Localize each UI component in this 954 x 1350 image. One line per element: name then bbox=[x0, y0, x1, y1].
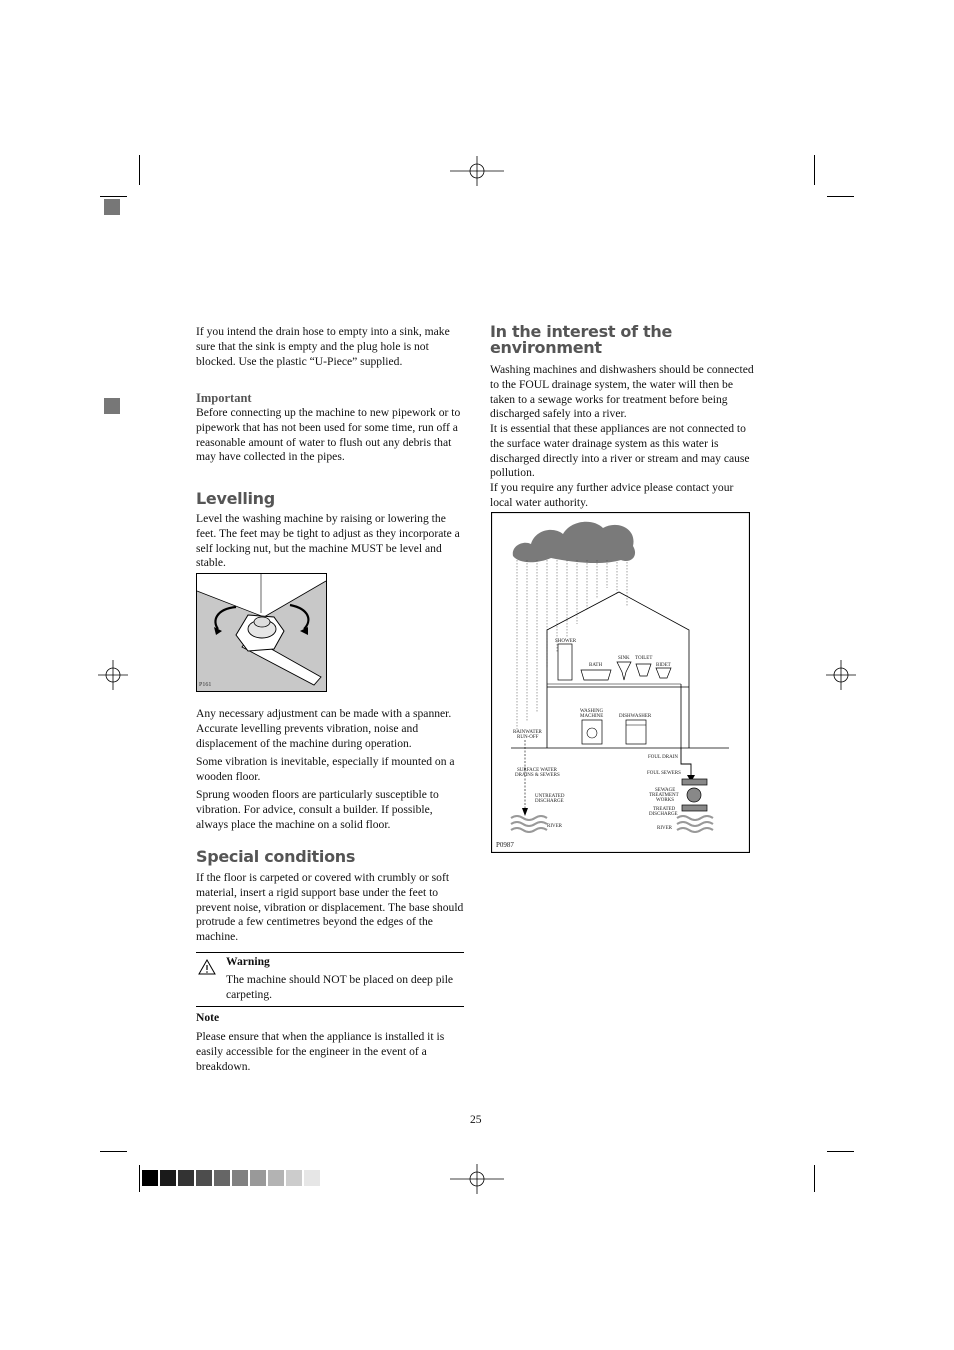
warning-text: The machine should NOT be placed on deep pile carpeting. bbox=[226, 973, 454, 1001]
label-foul-drain: FOUL DRAIN bbox=[648, 755, 678, 760]
label-bidet: BIDET bbox=[656, 663, 671, 668]
spanner-illustration bbox=[196, 573, 327, 692]
registration-mark bbox=[450, 156, 504, 186]
label-untreated-2: DISCHARGE bbox=[535, 799, 564, 804]
important-text: Before connecting up the machine to new pipework or to pipework that has not been used for some time, run off a reasonable amount of water to flush out any debris that may have collected in the pipes. bbox=[196, 406, 461, 464]
registration-mark bbox=[826, 660, 856, 690]
environment-paragraph-2: It is essential that these appliances are not connected to the surface water drainage system as this water is discharged directly into a river or stream and may cause pollution. bbox=[490, 422, 750, 480]
levelling-text: Level the washing machine by raising or lowering the feet. The feet may be tight to adjust as they incorporate a self locking nut, but the machine MUST be level and stable. bbox=[196, 512, 460, 570]
warning-box bbox=[196, 952, 464, 1007]
levelling-heading: Levelling bbox=[196, 489, 275, 508]
label-rainwater-2: RUN-OFF bbox=[517, 735, 539, 740]
drainage-diagram bbox=[491, 512, 750, 853]
warning-title: Warning bbox=[226, 955, 270, 968]
note-text: Please ensure that when the appliance is installed it is easily accessible for the engineer in the event of a breakdown. bbox=[196, 1030, 445, 1073]
color-bar-swatch bbox=[196, 1170, 212, 1186]
crop-mark bbox=[139, 1165, 140, 1192]
crop-mark bbox=[814, 1165, 815, 1192]
label-sewage-3: WORKS bbox=[656, 798, 675, 803]
color-bar-swatch bbox=[160, 1170, 176, 1186]
label-dishwasher: DISHWASHER bbox=[619, 714, 652, 719]
note-title: Note bbox=[196, 1011, 220, 1024]
crop-mark bbox=[139, 155, 140, 185]
color-bar-swatch bbox=[178, 1170, 194, 1186]
environment-heading bbox=[490, 324, 672, 356]
special-conditions-heading: Special conditions bbox=[196, 847, 356, 866]
label-surface-2: DRAINS & SEWERS bbox=[515, 773, 560, 778]
label-bath: BATH bbox=[589, 663, 603, 668]
label-river-right: RIVER bbox=[657, 826, 672, 831]
levelling-paragraph-1: Any necessary adjustment can be made with a spanner. Accurate levelling prevents vibration, noise and displacement of the machine during operation. bbox=[196, 707, 452, 750]
label-untreated-1: UNTREATED bbox=[535, 794, 565, 799]
crop-mark bbox=[827, 1151, 854, 1152]
warning-triangle-icon bbox=[198, 959, 216, 975]
environment-heading-line-1: In the interest of the bbox=[490, 322, 673, 341]
crop-mark bbox=[100, 196, 127, 197]
label-treated-1: TREATED bbox=[653, 807, 676, 812]
environment-paragraph-1: Washing machines and dishwashers should be connected to the FOUL drainage system, the water will then be taken to a sewage works for treatment before being discharged safely into a river. bbox=[490, 363, 754, 421]
margin-square bbox=[104, 199, 120, 215]
color-bar-swatch bbox=[214, 1170, 230, 1186]
special-conditions-text: If the floor is carpeted or covered with crumbly or soft material, insert a rigid support base under the feet to prevent noise, vibration or displacement. The base should protrude a few centimetres beyond the edges of the machine. bbox=[196, 871, 464, 944]
label-sink: SINK bbox=[618, 656, 630, 661]
color-bar-swatch bbox=[250, 1170, 266, 1186]
levelling-figure bbox=[196, 573, 327, 692]
crop-mark bbox=[100, 1151, 127, 1152]
label-sewage-2: TREATMENT bbox=[649, 793, 679, 798]
environment-heading-line-2: environment bbox=[490, 338, 602, 357]
margin-square bbox=[104, 398, 120, 414]
label-surface-1: SURFACE WATER bbox=[517, 768, 557, 773]
crop-mark bbox=[814, 155, 815, 185]
label-shower: SHOWER bbox=[555, 639, 577, 644]
color-bar-swatch bbox=[232, 1170, 248, 1186]
color-bar-swatch bbox=[268, 1170, 284, 1186]
label-toilet: TOILET bbox=[635, 656, 653, 661]
label-treated-2: DISCHARGE bbox=[649, 812, 678, 817]
page-number: 25 bbox=[470, 1113, 482, 1126]
registration-mark bbox=[98, 660, 128, 690]
label-sewage-1: SEWAGE bbox=[655, 788, 676, 793]
levelling-paragraph-3: Sprung wooden floors are particularly susceptible to vibration. For advice, consult a builder. If possible, always place the machine on a solid floor. bbox=[196, 788, 439, 831]
figure-code: P161 bbox=[199, 682, 212, 688]
diagram-code: P0987 bbox=[496, 841, 514, 849]
label-rainwater-1: RAINWATER bbox=[513, 730, 542, 735]
label-river-left: RIVER bbox=[547, 824, 562, 829]
color-bar-swatch bbox=[304, 1170, 320, 1186]
label-washing-1: WASHING bbox=[580, 709, 604, 714]
environment-paragraph-3: If you require any further advice please contact your local water authority. bbox=[490, 481, 734, 509]
crop-mark bbox=[827, 196, 854, 197]
registration-mark bbox=[450, 1164, 504, 1194]
intro-paragraph: If you intend the drain hose to empty into a sink, make sure that the sink is empty and the plug hole is not blocked. Use the plastic “U-Piece” supplied. bbox=[196, 325, 450, 368]
label-washing-2: MACHINE bbox=[580, 714, 604, 719]
label-foul-sewers: FOUL SEWERS bbox=[647, 771, 681, 776]
levelling-paragraph-2: Some vibration is inevitable, especially if mounted on a wooden floor. bbox=[196, 755, 455, 783]
color-bar-swatch bbox=[286, 1170, 302, 1186]
important-heading: Important bbox=[196, 391, 252, 405]
color-bar-swatch bbox=[142, 1170, 158, 1186]
